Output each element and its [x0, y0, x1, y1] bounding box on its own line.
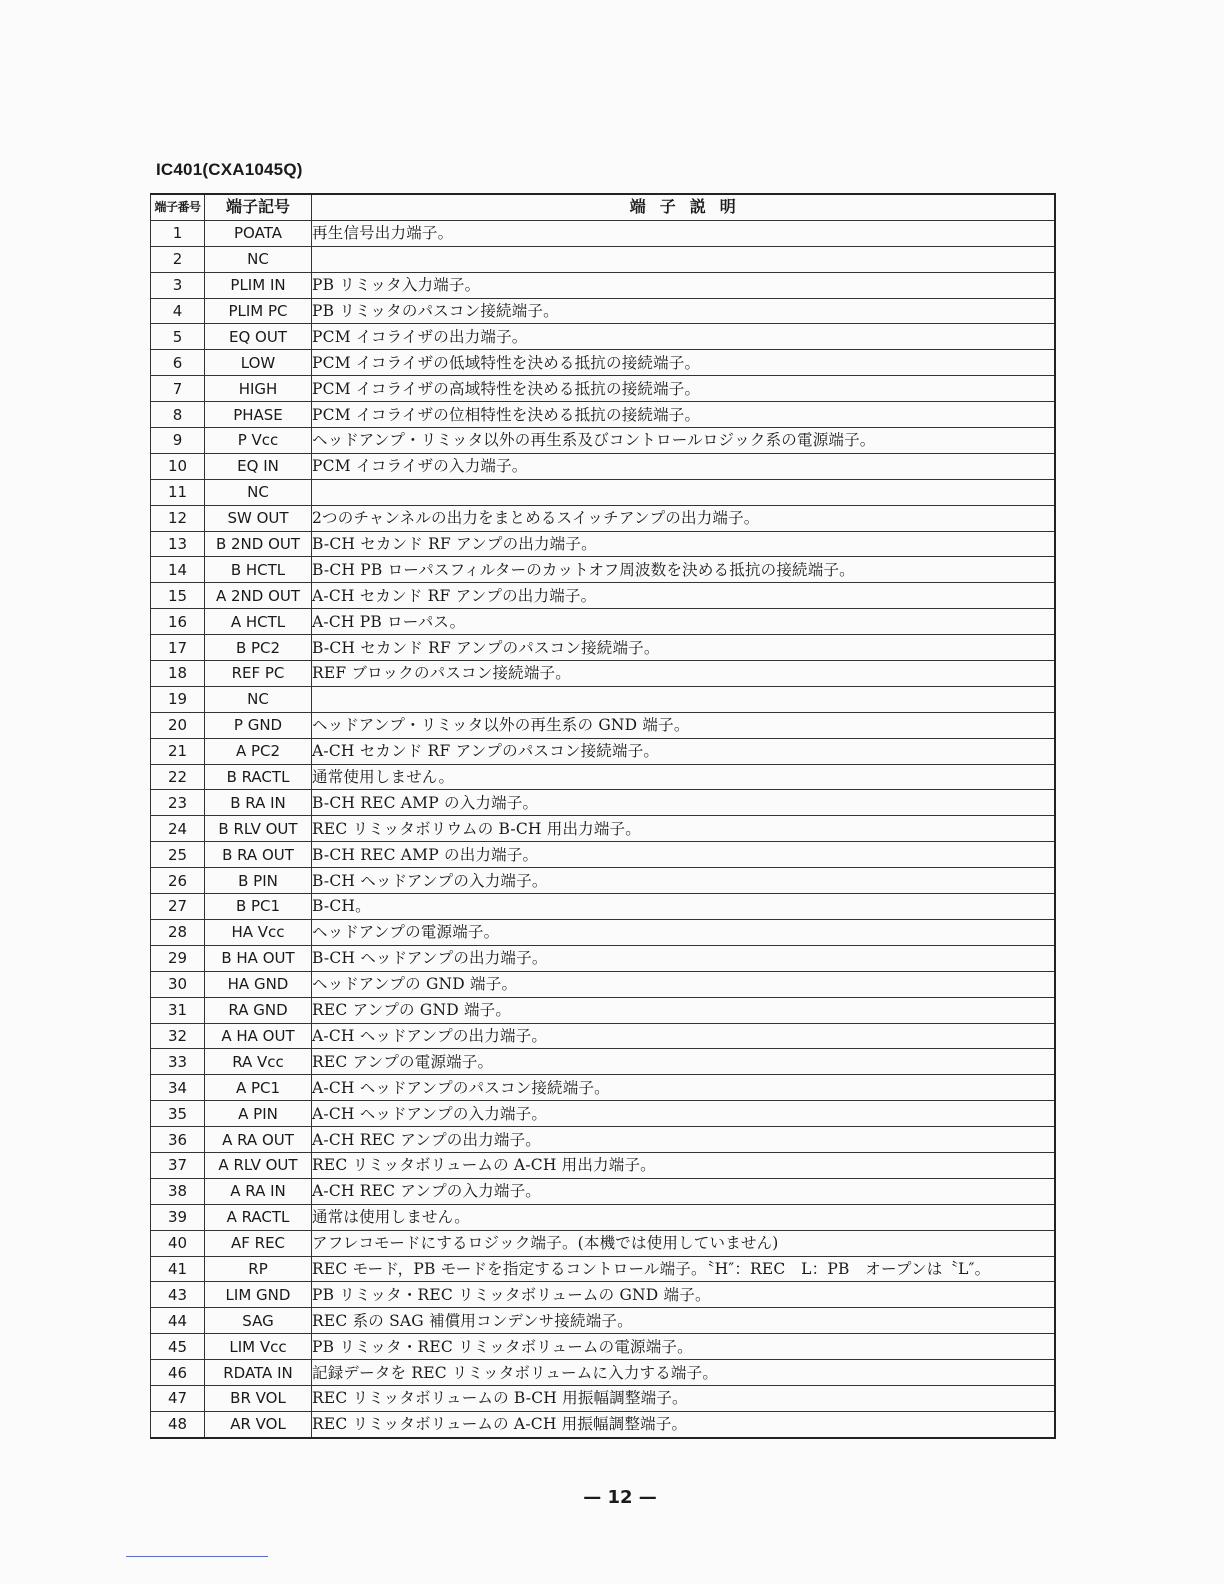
pin-number-cell: 32 [151, 1023, 205, 1049]
table-row [151, 1127, 1055, 1153]
pin-description-cell: A-CH セカンド RF アンプのパスコン接続端子。 [312, 738, 1055, 764]
table-row [151, 505, 1055, 531]
pin-description-cell: B-CH セカンド RF アンプの出力端子。 [312, 531, 1055, 557]
table-row [151, 894, 1055, 920]
table-row [151, 246, 1055, 272]
table-row [151, 324, 1055, 350]
pin-symbol-cell: NC [205, 686, 312, 712]
table-row [151, 790, 1055, 816]
pin-symbol-cell: RA GND [205, 997, 312, 1023]
table-row [151, 816, 1055, 842]
pin-symbol-cell: B PC1 [205, 894, 312, 920]
pin-number-cell: 3 [151, 272, 205, 298]
pin-description-cell: PB リミッタ・REC リミッタボリュームの GND 端子。 [312, 1282, 1055, 1308]
pin-description-cell: A-CH ヘッドアンプの入力端子。 [312, 1101, 1055, 1127]
pin-symbol-cell: PLIM IN [205, 272, 312, 298]
pin-description-cell: A-CH セカンド RF アンプの出力端子。 [312, 583, 1055, 609]
pin-description-cell: REC モード，PB モードを指定するコントロール端子。〝H″：REC L：PB オープンは〝L″。 [312, 1256, 1055, 1282]
pin-symbol-cell: PLIM PC [205, 298, 312, 324]
pin-symbol-cell: RP [205, 1256, 312, 1282]
pin-number-cell: 31 [151, 997, 205, 1023]
table-row [151, 376, 1055, 402]
pin-number-cell: 5 [151, 324, 205, 350]
pin-description-cell: B-CH REC AMP の入力端子。 [312, 790, 1055, 816]
pin-number-cell: 24 [151, 816, 205, 842]
table-row [151, 712, 1055, 738]
table-row [151, 971, 1055, 997]
pin-symbol-cell: LIM Vcc [205, 1334, 312, 1360]
pin-number-cell: 14 [151, 557, 205, 583]
pin-description-cell: B-CH。 [312, 894, 1055, 920]
pin-symbol-cell: B RLV OUT [205, 816, 312, 842]
table-row [151, 1411, 1055, 1437]
table-row [151, 868, 1055, 894]
pin-symbol-cell: P GND [205, 712, 312, 738]
pin-number-cell: 38 [151, 1178, 205, 1204]
table-row [151, 1385, 1055, 1411]
pin-number-cell: 9 [151, 428, 205, 454]
pin-description-cell: A-CH ヘッドアンプのパスコン接続端子。 [312, 1075, 1055, 1101]
header-pin-number: 端子番号 [151, 194, 205, 220]
bottom-rule [126, 1556, 268, 1557]
pin-number-cell: 41 [151, 1256, 205, 1282]
table-row [151, 428, 1055, 454]
pin-number-cell: 40 [151, 1230, 205, 1256]
pin-symbol-cell: LOW [205, 350, 312, 376]
pin-symbol-cell: B PIN [205, 868, 312, 894]
table-row [151, 272, 1055, 298]
pin-description-cell [312, 686, 1055, 712]
pin-number-cell: 29 [151, 945, 205, 971]
pin-number-cell: 44 [151, 1308, 205, 1334]
pin-number-cell: 35 [151, 1101, 205, 1127]
pin-symbol-cell: RDATA IN [205, 1360, 312, 1386]
pin-description-cell: PB リミッタのパスコン接続端子。 [312, 298, 1055, 324]
pin-symbol-cell: NC [205, 246, 312, 272]
pin-number-cell: 21 [151, 738, 205, 764]
pin-description-cell: ヘッドアンプの GND 端子。 [312, 971, 1055, 997]
pin-symbol-cell: PHASE [205, 402, 312, 428]
pin-description-cell: ヘッドアンプ・リミッタ以外の再生系及びコントロールロジック系の電源端子。 [312, 428, 1055, 454]
pin-symbol-cell: A RA IN [205, 1178, 312, 1204]
pin-number-cell: 10 [151, 453, 205, 479]
table-row [151, 686, 1055, 712]
pin-symbol-cell: B HA OUT [205, 945, 312, 971]
pin-number-cell: 27 [151, 894, 205, 920]
pin-description-cell: PCM イコライザの高域特性を決める抵抗の接続端子。 [312, 376, 1055, 402]
pin-description-cell: A-CH REC アンプの出力端子。 [312, 1127, 1055, 1153]
table-row [151, 1049, 1055, 1075]
pin-number-cell: 36 [151, 1127, 205, 1153]
pin-description-cell: B-CH ヘッドアンプの入力端子。 [312, 868, 1055, 894]
table-row [151, 1360, 1055, 1386]
pin-description-cell: B-CH REC AMP の出力端子。 [312, 842, 1055, 868]
pin-number-cell: 8 [151, 402, 205, 428]
pin-description-cell: B-CH PB ローパスフィルターのカットオフ周波数を決める抵抗の接続端子。 [312, 557, 1055, 583]
pin-number-cell: 11 [151, 479, 205, 505]
pin-number-cell: 23 [151, 790, 205, 816]
page-number: — 12 — [583, 1487, 657, 1508]
pin-description-cell: B-CH セカンド RF アンプのパスコン接続端子。 [312, 635, 1055, 661]
pin-symbol-cell: B RACTL [205, 764, 312, 790]
table-row [151, 298, 1055, 324]
pin-number-cell: 7 [151, 376, 205, 402]
table-row [151, 1282, 1055, 1308]
table-row [151, 1075, 1055, 1101]
pin-symbol-cell: B RA IN [205, 790, 312, 816]
table-row [151, 1308, 1055, 1334]
pin-description-cell: ヘッドアンプの電源端子。 [312, 919, 1055, 945]
pin-number-cell: 12 [151, 505, 205, 531]
pin-description-cell: REC リミッタボリウムの B-CH 用出力端子。 [312, 816, 1055, 842]
pin-symbol-cell: A PIN [205, 1101, 312, 1127]
pin-number-cell: 19 [151, 686, 205, 712]
pin-number-cell: 22 [151, 764, 205, 790]
pin-symbol-cell: B 2ND OUT [205, 531, 312, 557]
pin-description-cell: 2つのチャンネルの出力をまとめるスイッチアンプの出力端子。 [312, 505, 1055, 531]
pin-description-cell: A-CH PB ローパス。 [312, 609, 1055, 635]
pin-symbol-cell: AR VOL [205, 1411, 312, 1437]
pin-number-cell: 28 [151, 919, 205, 945]
table-row [151, 842, 1055, 868]
table-row [151, 531, 1055, 557]
pin-symbol-cell: HA GND [205, 971, 312, 997]
pin-number-cell: 33 [151, 1049, 205, 1075]
pin-symbol-cell: REF PC [205, 661, 312, 687]
table-row [151, 764, 1055, 790]
pin-number-cell: 48 [151, 1411, 205, 1437]
pin-description-cell: PCM イコライザの低域特性を決める抵抗の接続端子。 [312, 350, 1055, 376]
pin-description-cell: REC リミッタボリュームの B-CH 用振幅調整端子。 [312, 1385, 1055, 1411]
table-row [151, 1178, 1055, 1204]
pin-symbol-cell: RA Vcc [205, 1049, 312, 1075]
pin-symbol-cell: B RA OUT [205, 842, 312, 868]
pin-description-cell: REC アンプの GND 端子。 [312, 997, 1055, 1023]
pin-description-cell: A-CH REC アンプの入力端子。 [312, 1178, 1055, 1204]
pin-number-cell: 2 [151, 246, 205, 272]
table-row [151, 1152, 1055, 1178]
pin-description-cell: REC 系の SAG 補償用コンデンサ接続端子。 [312, 1308, 1055, 1334]
table-row [151, 1230, 1055, 1256]
table-row [151, 1334, 1055, 1360]
pin-symbol-cell: POATA [205, 220, 312, 246]
table-row [151, 997, 1055, 1023]
pin-description-cell: REC リミッタボリュームの A-CH 用出力端子。 [312, 1152, 1055, 1178]
pin-number-cell: 20 [151, 712, 205, 738]
table-row [151, 635, 1055, 661]
pin-symbol-cell: HA Vcc [205, 919, 312, 945]
pin-number-cell: 34 [151, 1075, 205, 1101]
pin-symbol-cell: A HCTL [205, 609, 312, 635]
table-row [151, 609, 1055, 635]
table-row [151, 1101, 1055, 1127]
table-row [151, 1256, 1055, 1282]
table-header-row [151, 194, 1055, 220]
table-row [151, 945, 1055, 971]
pin-number-cell: 15 [151, 583, 205, 609]
table-row [151, 1204, 1055, 1230]
table-row [151, 583, 1055, 609]
pin-description-cell: A-CH ヘッドアンプの出力端子。 [312, 1023, 1055, 1049]
table-body [151, 220, 1055, 1437]
pin-description-cell: 通常は使用しません。 [312, 1204, 1055, 1230]
pin-symbol-cell: A PC1 [205, 1075, 312, 1101]
pin-symbol-cell: A RA OUT [205, 1127, 312, 1153]
pin-number-cell: 6 [151, 350, 205, 376]
pin-number-cell: 37 [151, 1152, 205, 1178]
pin-description-cell: 通常使用しません。 [312, 764, 1055, 790]
table-row [151, 557, 1055, 583]
pin-symbol-cell: LIM GND [205, 1282, 312, 1308]
pin-number-cell: 46 [151, 1360, 205, 1386]
pin-description-cell [312, 479, 1055, 505]
pin-description-cell: PCM イコライザの入力端子。 [312, 453, 1055, 479]
pin-symbol-cell: SW OUT [205, 505, 312, 531]
pin-symbol-cell: SAG [205, 1308, 312, 1334]
pin-number-cell: 43 [151, 1282, 205, 1308]
pin-symbol-cell: A HA OUT [205, 1023, 312, 1049]
pin-description-cell [312, 246, 1055, 272]
pin-symbol-cell: A RACTL [205, 1204, 312, 1230]
pin-description-cell: ヘッドアンプ・リミッタ以外の再生系の GND 端子。 [312, 712, 1055, 738]
pin-symbol-cell: BR VOL [205, 1385, 312, 1411]
pin-symbol-cell: NC [205, 479, 312, 505]
table-row [151, 350, 1055, 376]
pin-symbol-cell: HIGH [205, 376, 312, 402]
pin-symbol-cell: A PC2 [205, 738, 312, 764]
pin-symbol-cell: AF REC [205, 1230, 312, 1256]
pin-symbol-cell: P Vcc [205, 428, 312, 454]
pin-number-cell: 4 [151, 298, 205, 324]
table-row [151, 402, 1055, 428]
pin-symbol-cell: A 2ND OUT [205, 583, 312, 609]
pin-symbol-cell: B HCTL [205, 557, 312, 583]
pin-description-cell: 記録データを REC リミッタボリュームに入力する端子。 [312, 1360, 1055, 1386]
table-row [151, 479, 1055, 505]
pin-number-cell: 18 [151, 661, 205, 687]
pin-symbol-cell: A RLV OUT [205, 1152, 312, 1178]
pin-number-cell: 30 [151, 971, 205, 997]
table-row [151, 1023, 1055, 1049]
table-row [151, 919, 1055, 945]
pin-number-cell: 16 [151, 609, 205, 635]
pin-number-cell: 47 [151, 1385, 205, 1411]
pin-number-cell: 1 [151, 220, 205, 246]
table-row [151, 661, 1055, 687]
table-row [151, 220, 1055, 246]
pin-description-cell: アフレコモードにするロジック端子。(本機では使用していません) [312, 1230, 1055, 1256]
pin-description-table [150, 193, 1056, 1439]
section-title: IC401(CXA1045Q) [156, 160, 303, 179]
pin-symbol-cell: EQ IN [205, 453, 312, 479]
pin-description-cell: 再生信号出力端子。 [312, 220, 1055, 246]
pin-description-cell: REC アンプの電源端子。 [312, 1049, 1055, 1075]
table-row [151, 738, 1055, 764]
pin-number-cell: 26 [151, 868, 205, 894]
pin-symbol-cell: EQ OUT [205, 324, 312, 350]
pin-symbol-cell: B PC2 [205, 635, 312, 661]
pin-number-cell: 39 [151, 1204, 205, 1230]
pin-description-cell: PCM イコライザの位相特性を決める抵抗の接続端子。 [312, 402, 1055, 428]
pin-number-cell: 45 [151, 1334, 205, 1360]
header-pin-description: 端子説明 [312, 194, 1055, 220]
header-pin-symbol: 端子記号 [205, 194, 312, 220]
pin-number-cell: 17 [151, 635, 205, 661]
pin-description-cell: B-CH ヘッドアンプの出力端子。 [312, 945, 1055, 971]
pin-number-cell: 25 [151, 842, 205, 868]
pin-number-cell: 13 [151, 531, 205, 557]
table-row [151, 453, 1055, 479]
pin-description-cell: REF ブロックのパスコン接続端子。 [312, 661, 1055, 687]
pin-description-cell: PCM イコライザの出力端子。 [312, 324, 1055, 350]
pin-description-cell: PB リミッタ入力端子。 [312, 272, 1055, 298]
pin-description-cell: REC リミッタボリュームの A-CH 用振幅調整端子。 [312, 1411, 1055, 1437]
pin-description-cell: PB リミッタ・REC リミッタボリュームの電源端子。 [312, 1334, 1055, 1360]
